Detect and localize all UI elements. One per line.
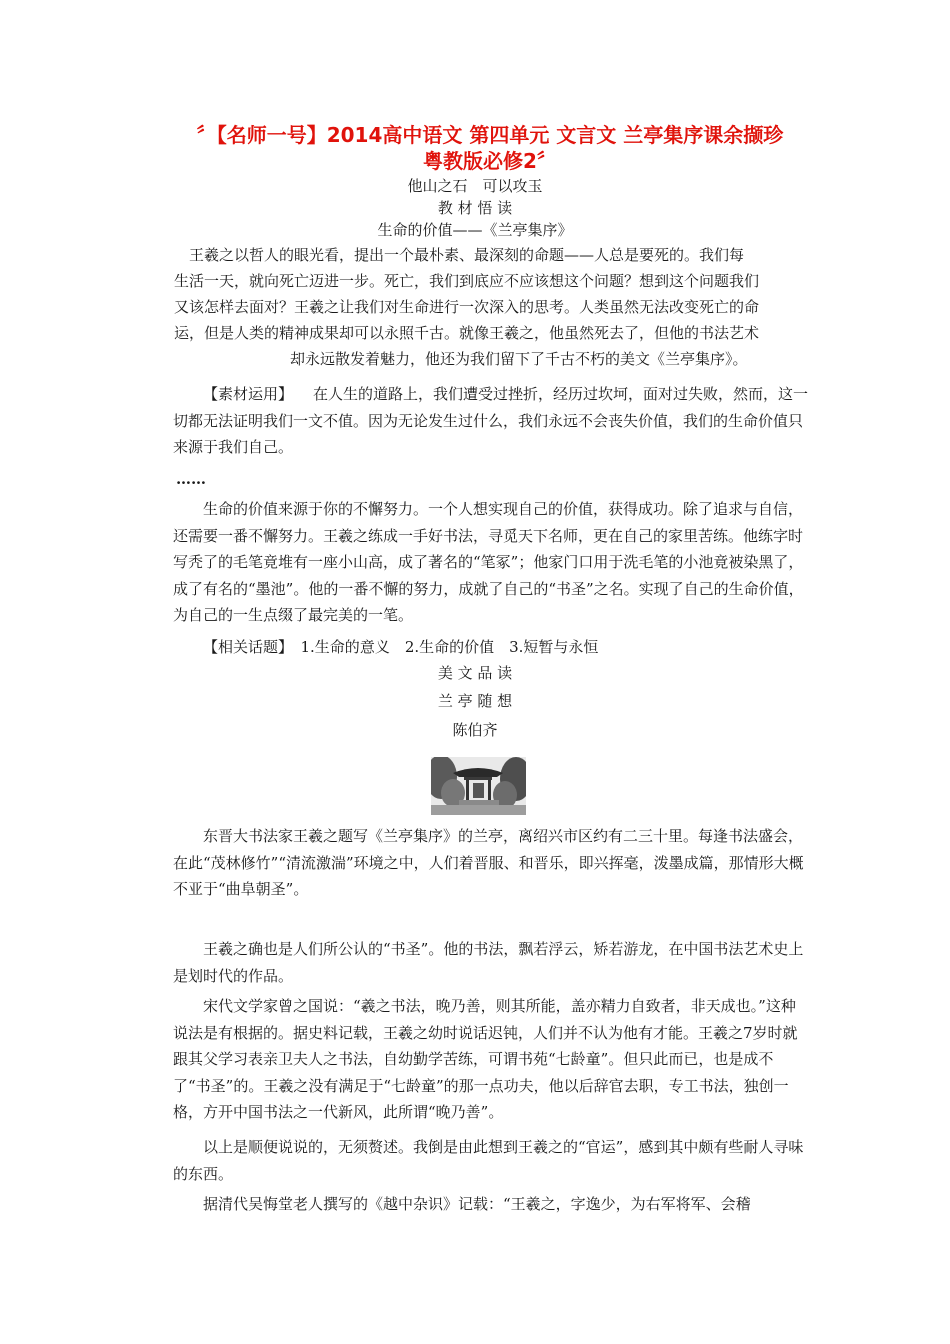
essay-paragraph: 宋代文学家曾之国说：“羲之书法，晚乃善，则其所能，盖亦精力自致者，非天成也。”这种说法是有根据的。据史料记载，王羲之幼时说话迟钝，人们并不认为他有才能。王羲之7岁时就跟其父学习表亲卫夫人之书法，自幼勤学苦练，可谓书苑“七龄童”。但只此而已，也是成不了“书圣”的。王羲之没有满足于“七龄童”的那一点功夫，他以后辞官去职，专工书法，独创一格，方开中国书法之一代新风，此所谓“晚乃善”。 <box>173 997 798 1121</box>
material-usage-label: 【素材运用】 <box>203 385 294 403</box>
essay-paragraph: 以上是顺便说说的，无须赘述。我倒是由此想到王羲之的“官运”，感到其中颇有些耐人寻味的东西。 <box>173 1138 804 1183</box>
intro-line: 运，但是人类的精神成果却可以永照千古。就像王羲之，他虽然死去了，但他的书法艺术 <box>174 324 760 342</box>
essay-title: 兰 亭 随 想 <box>437 692 513 710</box>
related-topics: 【相关话题】 1.生命的意义 2.生命的价值 3.短暂与永恒 <box>203 638 599 656</box>
intro-line: 又该怎样去面对？王羲之让我们对生命进行一次深入的思考。人类虽然无法改变死亡的命 <box>174 298 760 316</box>
essay-paragraph: 据清代吴悔堂老人撰写的《越中杂识》记载：“王羲之，字逸少，为右军将军、会稽 <box>203 1195 751 1213</box>
intro-line: 王羲之以哲人的眼光看，提出一个最朴素、最深刻的命题——人总是要死的。我们每 <box>189 246 745 264</box>
essay-paragraph: 东晋大书法家王羲之题写《兰亭集序》的兰亭，离绍兴市区约有二三十里。每逢书法盛会，在此“茂林修竹”“清流激湍”环境之中，人们着晋服、和晋乐，即兴挥毫，泼墨成篇，那情形大概不亚于“曲阜朝圣”。 <box>173 827 804 898</box>
document-title-line2: 粤教版必修2〞 <box>423 149 557 173</box>
intro-line: 生活一天，就向死亡迈进一步。死亡，我们到底应不应该想这个问题？想到这个问题我们 <box>174 272 760 290</box>
ellipsis: …… <box>176 470 206 488</box>
article-heading: 生命的价值——《兰亭集序》 <box>377 221 573 239</box>
essay-paragraph: 王羲之确也是人们所公认的“书圣”。他的书法，飘若浮云，矫若游龙，在中国书法艺术史上是划时代的作品。 <box>173 940 804 985</box>
section-heading-essay: 美 文 品 读 <box>437 664 513 682</box>
lanting-pavilion-photo <box>431 757 526 815</box>
life-value-paragraph: 生命的价值来源于你的不懈努力。一个人想实现自己的价值，获得成功。除了追求与自信，还需要一番不懈努力。王羲之练成一手好书法，寻觅天下名师，更在自己的家里苦练。他练字时写秃了的毛笔竟堆有一座小山高，成了著名的“笔冢”；他家门口用于洗毛笔的小池竟被染黑了，成了有名的“墨池”。他的一番不懈的努力，成就了自己的“书圣”之名。实现了自己的生命价值，为自己的一生点缀了最完美的一笔。 <box>173 500 804 624</box>
intro-line: 却永远散发着魅力，他还为我们留下了千古不朽的美文《兰亭集序》。 <box>290 350 748 368</box>
section-heading-textbook: 教 材 悟 读 <box>437 199 513 217</box>
essay-author: 陈伯齐 <box>452 721 498 739</box>
subtitle: 他山之石 可以攻玉 <box>407 177 543 195</box>
document-title-line1: 〞【名师一号】2014高中语文 第四单元 文言文 兰亭集序课余撷珍 <box>196 123 784 147</box>
material-usage-text: 在人生的道路上，我们遭受过挫折，经历过坎坷，面对过失败，然而，这一切都无法证明我们一文不值。因为无论发生过什么，我们永远不会丧失价值，我们的生命价值只来源于我们自己。 <box>173 385 809 456</box>
pavilion-illustration <box>431 757 526 815</box>
material-usage-paragraph <box>173 381 809 461</box>
